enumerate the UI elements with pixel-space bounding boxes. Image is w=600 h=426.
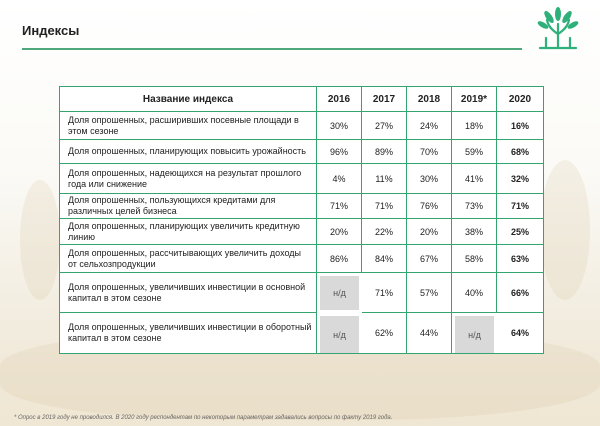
table-row	[60, 112, 543, 140]
value-cell: 71%	[362, 194, 407, 219]
value-cell: 73%	[452, 194, 497, 219]
footnote: * Опрос в 2019 году не проводился. В 2020 году респондентам по некоторым параметрам задавались вопросы по факту 2019 года.	[14, 415, 393, 421]
value-cell: 41%	[452, 164, 497, 194]
table-row	[60, 164, 543, 194]
column-header: 2018	[407, 87, 452, 112]
value-cell: 71%	[497, 194, 543, 219]
no-data-cell: н/д	[317, 313, 362, 353]
value-cell: 84%	[362, 245, 407, 273]
value-cell: 27%	[362, 112, 407, 140]
value-cell: 30%	[407, 164, 452, 194]
value-cell: 20%	[317, 219, 362, 245]
value-cell: 20%	[407, 219, 452, 245]
column-header: 2017	[362, 87, 407, 112]
value-cell: 16%	[497, 112, 543, 140]
value-cell: 68%	[497, 140, 543, 164]
background-decor	[540, 160, 590, 300]
value-cell: 89%	[362, 140, 407, 164]
page-title: Индексы	[22, 23, 80, 38]
value-cell: 11%	[362, 164, 407, 194]
value-cell: 38%	[452, 219, 497, 245]
value-cell: 18%	[452, 112, 497, 140]
value-cell: 44%	[407, 313, 452, 353]
no-data-cell: н/д	[317, 273, 362, 313]
tree-icon	[532, 4, 584, 54]
index-name-cell: Доля опрошенных, увеличивших инвестиции в оборотный капитал в этом сезоне	[60, 313, 317, 353]
table-row	[60, 313, 543, 353]
value-cell: 96%	[317, 140, 362, 164]
index-name-cell: Доля опрошенных, рассчитывающих увеличить доходы от сельхозпродукции	[60, 245, 317, 273]
index-table	[59, 86, 544, 354]
index-name-cell: Доля опрошенных, пользующихся кредитами для различных целей бизнеса	[60, 194, 317, 219]
index-name-cell: Доля опрошенных, планирующих повысить урожайность	[60, 140, 317, 164]
value-cell: 30%	[317, 112, 362, 140]
value-cell: 22%	[362, 219, 407, 245]
table-row	[60, 273, 543, 313]
value-cell: 59%	[452, 140, 497, 164]
table-header-row	[60, 87, 543, 112]
value-cell: 70%	[407, 140, 452, 164]
column-header: 2019*	[452, 87, 497, 112]
title-underline	[22, 48, 522, 50]
value-cell: 25%	[497, 219, 543, 245]
index-name-cell: Доля опрошенных, увеличивших инвестиции в основной капитал в этом сезоне	[60, 273, 317, 313]
value-cell: 24%	[407, 112, 452, 140]
value-cell: 67%	[407, 245, 452, 273]
value-cell: 57%	[407, 273, 452, 313]
value-cell: 58%	[452, 245, 497, 273]
column-header: Название индекса	[60, 87, 317, 112]
table-row	[60, 140, 543, 164]
value-cell: 32%	[497, 164, 543, 194]
value-cell: 76%	[407, 194, 452, 219]
no-data-cell: н/д	[452, 313, 497, 353]
value-cell: 86%	[317, 245, 362, 273]
value-cell: 63%	[497, 245, 543, 273]
value-cell: 40%	[452, 273, 497, 313]
value-cell: 4%	[317, 164, 362, 194]
index-name-cell: Доля опрошенных, расширивших посевные площади в этом сезоне	[60, 112, 317, 140]
column-header: 2020	[497, 87, 543, 112]
value-cell: 62%	[362, 313, 407, 353]
value-cell: 71%	[362, 273, 407, 313]
index-name-cell: Доля опрошенных, надеющихся на результат прошлого года или снижение	[60, 164, 317, 194]
table-row	[60, 219, 543, 245]
background-decor	[20, 180, 60, 300]
value-cell: 71%	[317, 194, 362, 219]
column-header: 2016	[317, 87, 362, 112]
index-name-cell: Доля опрошенных, планирующих увеличить кредитную линию	[60, 219, 317, 245]
value-cell: 66%	[497, 273, 543, 313]
table-row	[60, 245, 543, 273]
value-cell: 64%	[510, 328, 529, 338]
table-row	[60, 194, 543, 219]
